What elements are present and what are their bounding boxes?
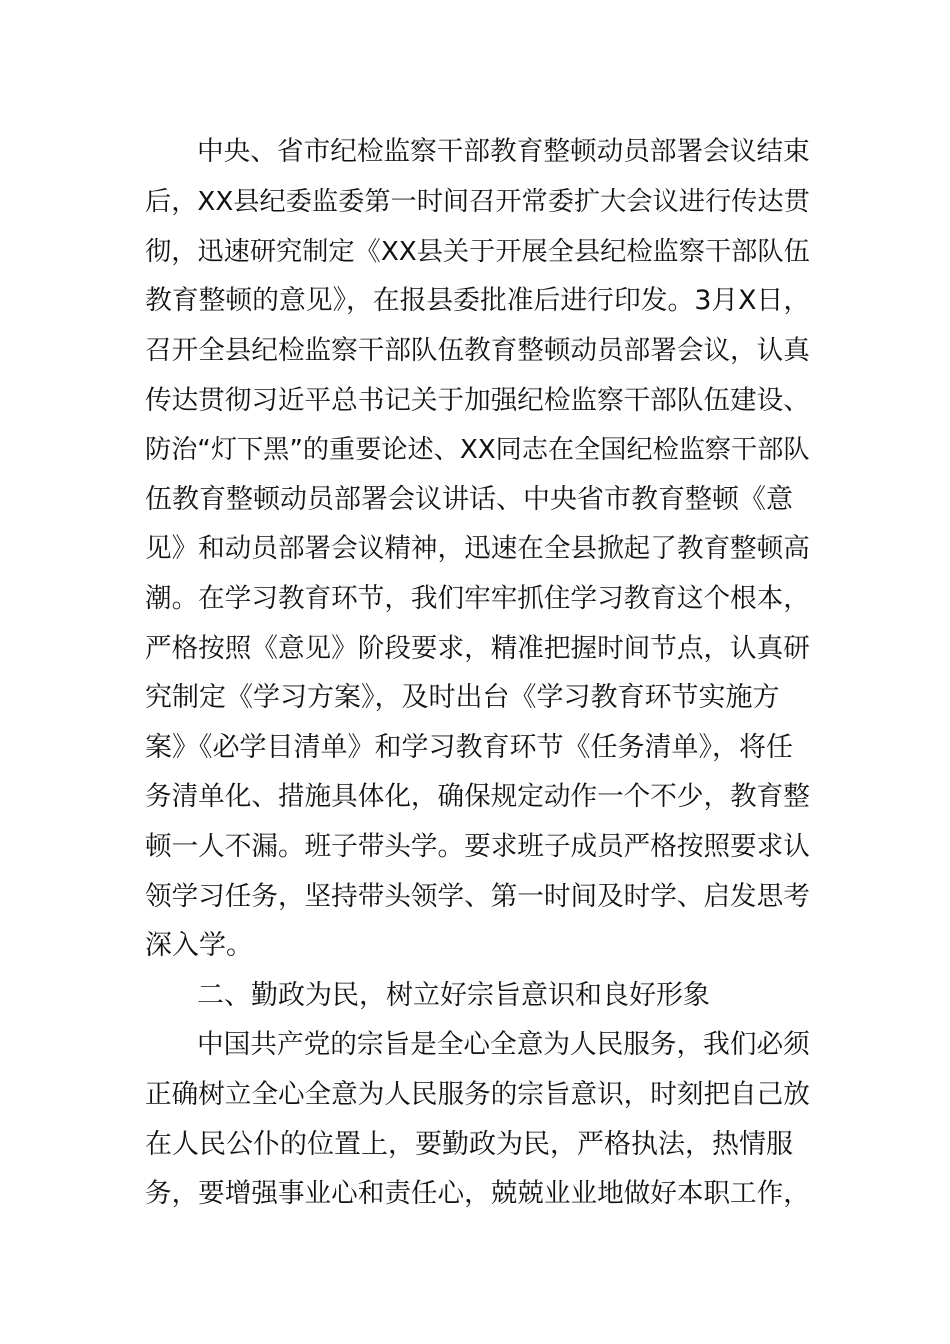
paragraph-line: 中国共产党的宗旨是全心全意为人民服务，我们必须 [197, 1029, 810, 1060]
paragraph-line: 伍教育整顿动员部署会议讲话、中央省市教育整顿《意 [145, 484, 793, 515]
paragraph-line: 在人民公仆的位置上，要勤政为民，严格执法，热情服 [145, 1129, 793, 1160]
paragraph-line: 案》《必学目清单》和学习教育环节《任务清单》，将任 [145, 732, 793, 763]
paragraph-line: 彻，迅速研究制定《XX县关于开展全县纪检监察干部队伍 [145, 237, 810, 267]
paragraph-line: 召开全县纪检监察干部队伍教育整顿动员部署会议，认真 [145, 335, 810, 366]
paragraph-line: 防治“灯下黑”的重要论述、XX同志在全国纪检监察干部队 [145, 435, 810, 465]
paragraph-line: 务清单化、措施具体化，确保规定动作一个不少，教育整 [145, 781, 810, 812]
paragraph-line: 严格按照《意见》阶段要求，精准把握时间节点，认真研 [145, 633, 810, 664]
paragraph-line: 正确树立全心全意为人民服务的宗旨意识，时刻把自己放 [145, 1079, 810, 1110]
paragraph-line: 究制定《学习方案》，及时出台《学习教育环节实施方 [145, 682, 780, 713]
paragraph-line: 传达贯彻习近平总书记关于加强纪检监察干部队伍建设、 [145, 385, 810, 416]
paragraph-line: 潮。在学习教育环节，我们牢牢抓住学习教育这个根本， [145, 583, 810, 614]
paragraph-line: 深入学。 [145, 930, 253, 961]
paragraph-line: 顿一人不漏。班子带头学。要求班子成员严格按照要求认 [145, 831, 810, 862]
paragraph-line: 教育整顿的意见》，在报县委批准后进行印发。3月X日， [145, 285, 810, 316]
paragraph-line: 领学习任务，坚持带头领学、第一时间及时学、启发思考 [145, 881, 810, 912]
paragraph-line: 见》和动员部署会议精神，迅速在全县掀起了教育整顿高 [145, 533, 810, 564]
section-heading: 二、勤政为民，树立好宗旨意识和良好形象 [197, 980, 710, 1011]
paragraph-line: 务，要增强事业心和责任心，兢兢业业地做好本职工作， [145, 1178, 810, 1209]
paragraph-line: 中央、省市纪检监察干部教育整顿动员部署会议结束 [197, 136, 810, 167]
paragraph-line: 后，XX县纪委监委第一时间召开常委扩大会议进行传达贯 [145, 187, 810, 217]
